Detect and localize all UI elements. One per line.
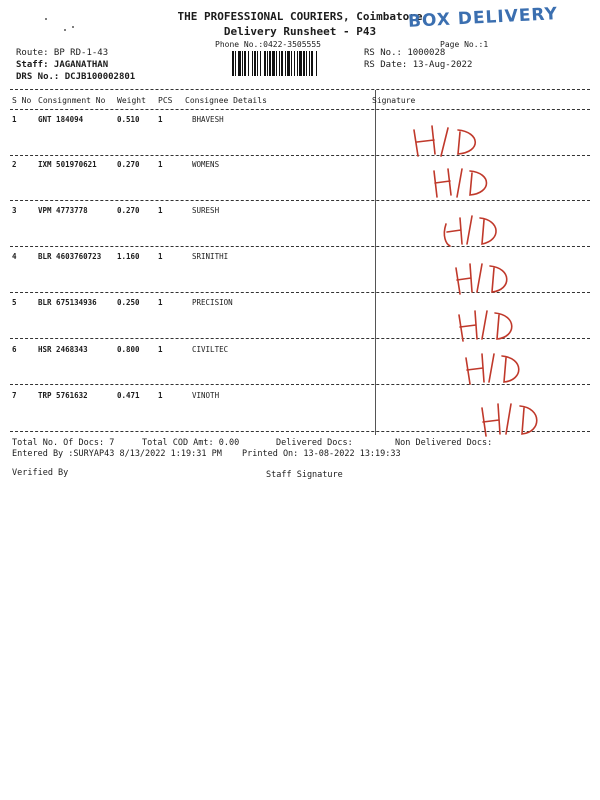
staff-label: Staff: JAGANATHAN	[16, 60, 109, 70]
row-1-signature-mark	[408, 120, 488, 160]
row-7-consignee: VINOTH	[192, 391, 220, 400]
printed-on: Printed On: 13-08-2022 13:19:33	[242, 449, 401, 459]
barcode-image	[232, 51, 360, 76]
barcode-bar	[244, 51, 246, 76]
route-label: Route: BP RD-1-43	[16, 48, 109, 58]
row-5-consignee: PRECISION	[192, 298, 233, 307]
col-header-signature: Signature	[372, 96, 416, 105]
barcode-bar	[242, 51, 243, 76]
row-3-weight: 0.270	[117, 206, 140, 215]
barcode-bar	[257, 51, 258, 76]
barcode-bar	[238, 51, 241, 76]
row-6-consignment: HSR 2468343	[38, 345, 88, 354]
page-number: Page No.:1	[440, 40, 489, 49]
rs-date: RS Date: 13-Aug-2022	[364, 60, 473, 70]
row-4-pcs: 1	[158, 252, 163, 261]
row-3-consignment: VPM 4773778	[38, 206, 88, 215]
row-3-sno: 3	[12, 206, 17, 215]
delivered-docs: Delivered Docs:	[276, 438, 353, 448]
barcode-bar	[287, 51, 290, 76]
barcode-bar	[276, 51, 277, 76]
total-docs: Total No. Of Docs: 7	[12, 438, 115, 448]
row-1-sno: 1	[12, 115, 17, 124]
row-6-weight: 0.800	[117, 345, 140, 354]
barcode-bar	[299, 51, 302, 76]
scan-speck	[72, 26, 74, 28]
drs-number: DRS No.: DCJB100002801	[16, 72, 136, 82]
barcode-bar	[254, 51, 256, 76]
row-7-signature-mark	[478, 398, 550, 440]
barcode-bar	[272, 51, 275, 76]
scan-speck	[64, 29, 66, 31]
row-5-consignment: BLR 675134936	[38, 298, 97, 307]
col-header-consignee: Consignee Details	[185, 96, 267, 105]
barcode-bar	[248, 51, 249, 76]
barcode-bar	[306, 51, 307, 76]
row-4-weight: 1.160	[117, 252, 140, 261]
barcode-bar	[267, 51, 268, 76]
barcode-bar	[294, 51, 295, 76]
row-4-signature-mark	[452, 258, 522, 298]
row-2-consignee: WOMENS	[192, 160, 220, 169]
entered-by: Entered By :SURYAP43 8/13/2022 1:19:31 PM	[12, 449, 222, 459]
barcode-bar	[303, 51, 305, 76]
row-2-weight: 0.270	[117, 160, 140, 169]
row-1-rule	[10, 155, 590, 156]
row-7-pcs: 1	[158, 391, 163, 400]
barcode-bar	[281, 51, 283, 76]
runsheet-title: Delivery Runsheet - P43	[223, 25, 377, 38]
row-3-consignee: SURESH	[192, 206, 220, 215]
verified-by-label: Verified By	[12, 468, 69, 478]
col-header-pcs: PCS	[158, 96, 173, 105]
phone-number: Phone No.:0422-3505555	[215, 40, 321, 49]
barcode-bar	[269, 51, 271, 76]
row-1-weight: 0.510	[117, 115, 140, 124]
row-3-signature-mark	[440, 210, 510, 250]
staff-signature-label: Staff Signature	[266, 470, 343, 480]
barcode-bar	[297, 51, 298, 76]
barcode-bar	[285, 51, 286, 76]
barcode-bar	[316, 51, 317, 76]
courier-company-title: THE PROFESSIONAL COURIERS, Coimbatore	[177, 10, 423, 23]
row-2-signature-mark	[430, 163, 500, 201]
barcode-bar	[232, 51, 234, 76]
row-3-pcs: 1	[158, 206, 163, 215]
row-4-consignment: BLR 4603760723	[38, 252, 102, 261]
row-6-signature-mark	[462, 348, 532, 388]
row-2-rule	[10, 200, 590, 201]
barcode-bar	[260, 51, 261, 76]
row-4-consignee: SRINITHI	[192, 252, 229, 261]
row-2-sno: 2	[12, 160, 17, 169]
barcode-bar	[279, 51, 280, 76]
scan-speck	[45, 18, 47, 20]
row-5-sno: 5	[12, 298, 17, 307]
row-7-consignment: TRP 5761632	[38, 391, 88, 400]
barcode-bar	[252, 51, 253, 76]
row-7-weight: 0.471	[117, 391, 140, 400]
row-7-sno: 7	[12, 391, 17, 400]
row-6-consignee: CIVILTEC	[192, 345, 229, 354]
col-header-consignment: Consignment No	[38, 96, 106, 105]
row-5-weight: 0.250	[117, 298, 140, 307]
row-5-pcs: 1	[158, 298, 163, 307]
barcode-bar	[309, 51, 310, 76]
row-1-consignment: GNT 184094	[38, 115, 84, 124]
row-1-pcs: 1	[158, 115, 163, 124]
table-top-rule	[10, 89, 590, 90]
col-header-sno: S No	[12, 96, 32, 105]
total-cod-amount: Total COD Amt: 0.00	[142, 438, 240, 448]
barcode-bar	[311, 51, 313, 76]
row-6-pcs: 1	[158, 345, 163, 354]
barcode-bar	[264, 51, 266, 76]
row-6-sno: 6	[12, 345, 17, 354]
row-2-pcs: 1	[158, 160, 163, 169]
box-delivery-stamp: BOX DELIVERY	[407, 4, 559, 32]
non-delivered-docs: Non Delivered Docs:	[395, 438, 493, 448]
rs-number: RS No.: 1000028	[364, 48, 446, 58]
col-header-weight: Weight	[117, 96, 146, 105]
row-2-consignment: IXM 501970621	[38, 160, 97, 169]
row-1-consignee: BHAVESH	[192, 115, 224, 124]
barcode-bar	[291, 51, 292, 76]
row-5-signature-mark	[455, 305, 525, 345]
table-header-rule	[10, 109, 590, 110]
barcode-bar	[235, 51, 236, 76]
row-4-sno: 4	[12, 252, 17, 261]
